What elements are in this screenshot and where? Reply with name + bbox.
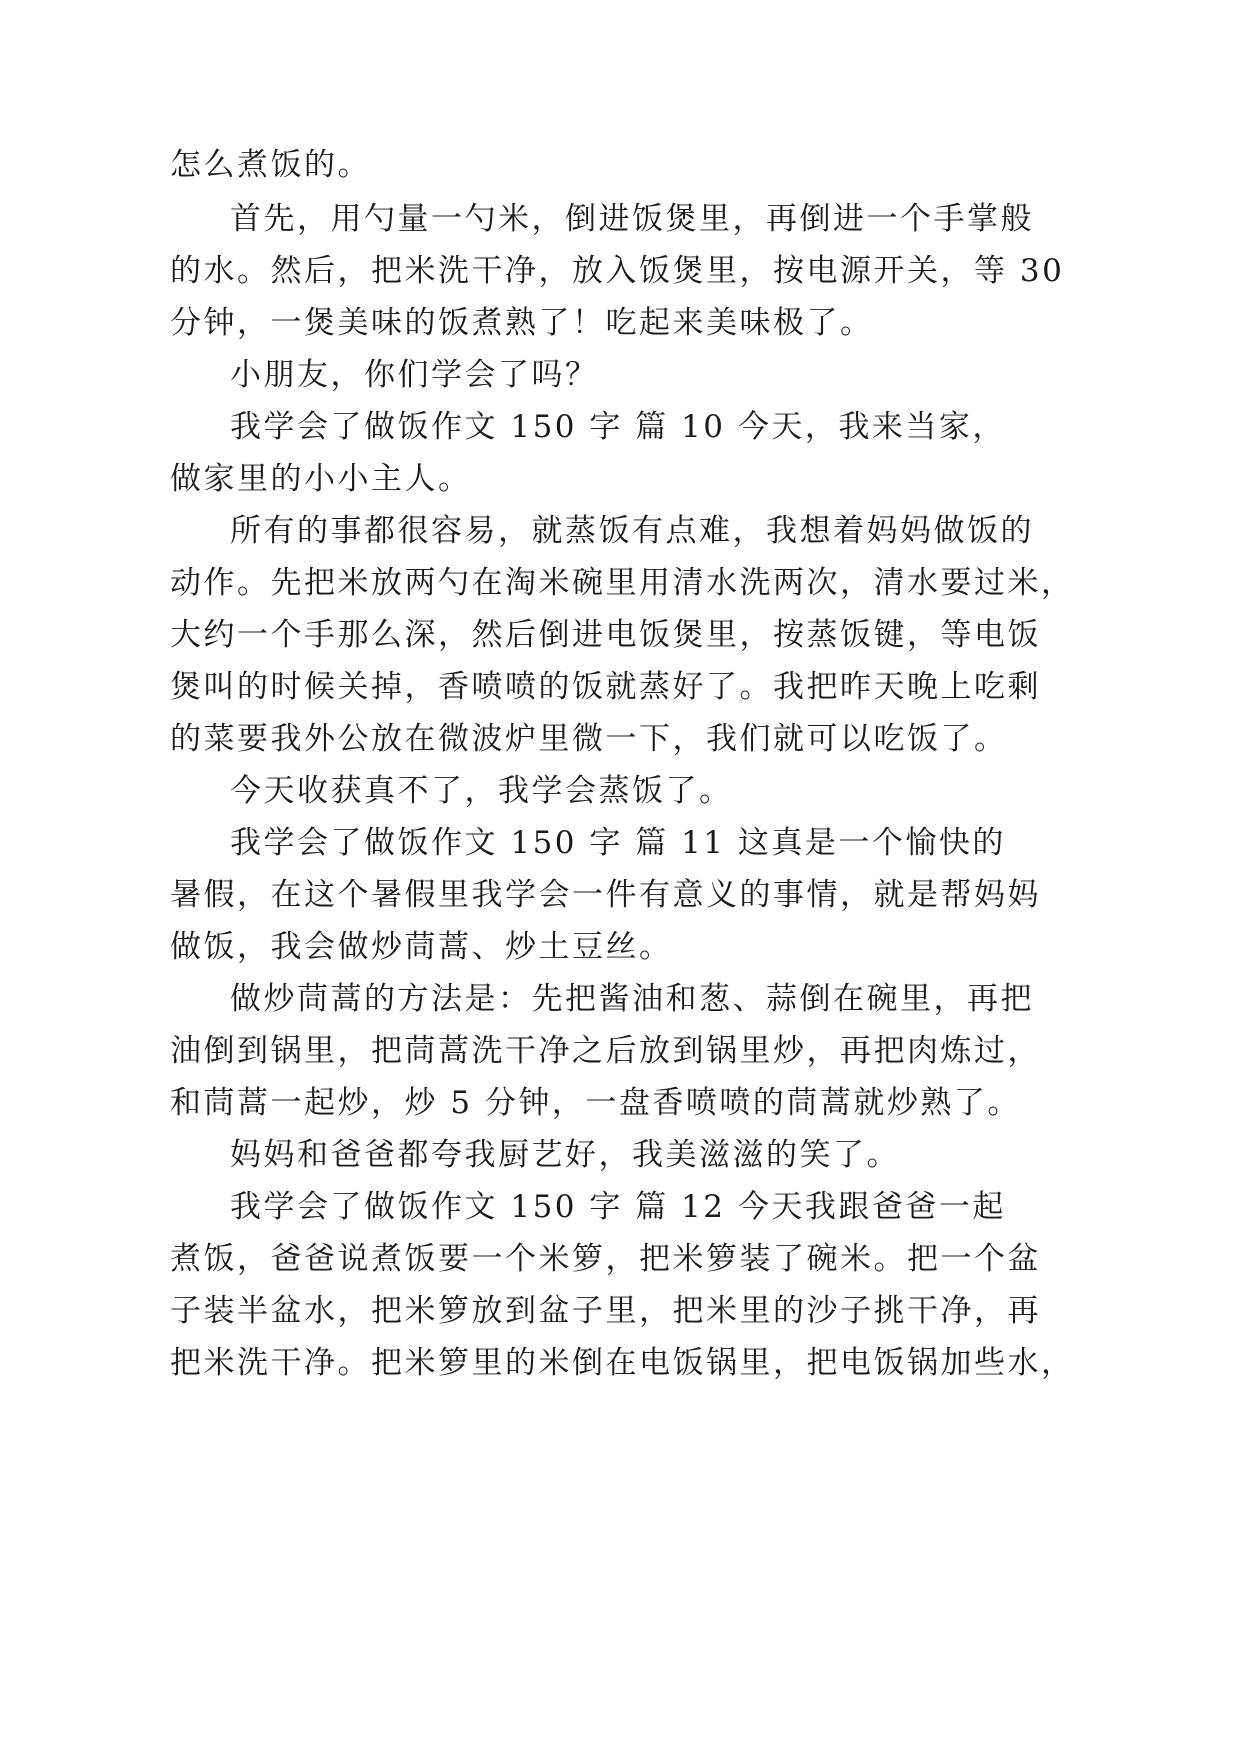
paragraph-first-line: 做炒茼蒿的方法是：先把酱油和葱、蒜倒在碗里，再把 <box>230 981 1034 1017</box>
paragraph-first-line: 所有的事都很容易，就蒸饭有点难，我想着妈妈做饭的 <box>230 513 1034 549</box>
text-line: 煮饭，爸爸说煮饭要一个米箩，把米箩装了碗米。把一个盆 <box>170 1241 1041 1277</box>
section-heading-line: 我学会了做饭作文 150 字 篇 12 今天我跟爸爸一起 <box>230 1189 1006 1225</box>
text-line: 的菜要我外公放在微波炉里微一下，我们就可以吃饭了。 <box>170 721 1008 757</box>
text-line: 大约一个手那么深，然后倒进电饭煲里，按蒸饭键，等电饭 <box>170 617 1041 653</box>
text-line: 怎么煮饭的。 <box>170 147 371 183</box>
section-heading-line: 我学会了做饭作文 150 字 篇 10 今天，我来当家， <box>230 409 1006 445</box>
paragraph-first-line: 首先，用勺量一勺米，倒进饭煲里，再倒进一个手掌般 <box>230 201 1034 237</box>
text-line: 煲叫的时候关掉，香喷喷的饭就蒸好了。我把昨天晚上吃剩 <box>170 669 1041 705</box>
paragraph-first-line: 妈妈和爸爸都夸我厨艺好，我美滋滋的笑了。 <box>230 1137 900 1173</box>
text-line: 分钟，一煲美味的饭煮熟了！吃起来美味极了。 <box>170 305 874 341</box>
text-line: 子装半盆水，把米箩放到盆子里，把米里的沙子挑干净，再 <box>170 1293 1041 1329</box>
section-heading-line: 我学会了做饭作文 150 字 篇 11 这真是一个愉快的 <box>230 825 1006 861</box>
text-line: 把米洗干净。把米箩里的米倒在电饭锅里，把电饭锅加些水， <box>170 1345 1075 1381</box>
paragraph-first-line: 今天收获真不了，我学会蒸饭了。 <box>230 773 733 809</box>
text-line: 和茼蒿一起炒，炒 5 分钟，一盘香喷喷的茼蒿就炒熟了。 <box>170 1085 1021 1121</box>
text-line: 动作。先把米放两勺在淘米碗里用清水洗两次，清水要过米， <box>170 565 1075 601</box>
text-line: 做家里的小小主人。 <box>170 461 472 497</box>
text-line: 做饭，我会做炒茼蒿、炒土豆丝。 <box>170 929 673 965</box>
text-line: 的水。然后，把米洗干净，放入饭煲里，按电源开关，等 30 <box>170 253 1065 289</box>
text-line: 油倒到锅里，把茼蒿洗干净之后放到锅里炒，再把肉炼过， <box>170 1033 1041 1069</box>
text-line: 暑假，在这个暑假里我学会一件有意义的事情，就是帮妈妈 <box>170 877 1041 913</box>
paragraph-first-line: 小朋友，你们学会了吗？ <box>230 357 599 393</box>
